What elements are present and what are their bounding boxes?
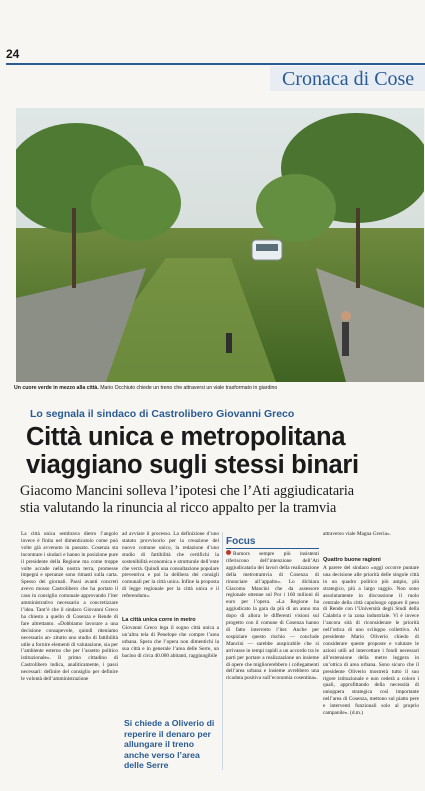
column-2b-text: Giovanni Greco lega il sogno città unica a un’altra tela di Penelope che compre l’area urbana. Spera che l’opera non dimentichi la sua città e in generale l’area delle Serre, un bacino di circa 40.000 abitanti, raggiungibile <box>122 625 219 659</box>
body-column-2 <box>122 531 219 600</box>
body-column-2b <box>122 617 219 660</box>
column-4-text: A parere del sindaco «oggi occorre puntare una decisione alle priorità delle singole città in un quadro politico più ampio, più strategico, più a largo raggio. Non sono assolutamente in discussione il ruolo centrale della città capoluogo oppure il peso di Rende con l’Università degli Studi della Calabria e la zona industriale. Vi è invece l’ancora sità di riconsiderare le priorità nell’ottica di uno sviluppo collettivo. Al presidente Mario Oliverio chiedo di considerare queste proposte e valutare le azioni utili ad intercettare i fondi necessari all’estensione della metro leggera in un’ottica di area urbana. Sono sicuro che il presidente Oliverio mostrerà tutto il suo rigore istituzionale e non cederà a coloro i quali, approfittando della necessità di unioppera strategica così importante nell’area di Cosenza, mettono sul piatto pere e interventi funzionali solo al proprio campanile». (d.m.) <box>323 565 419 717</box>
caption-rest: Mario Occhiuto chiede un treno che attraversi un viale trasformato in giardino <box>98 385 278 391</box>
column-4-top-text: attraverso viale Magna Grecia». <box>323 531 391 537</box>
focus-column <box>226 550 319 682</box>
pull-quote: Si chiede a Oliverio di reperire il denaro per allungare il treno anche verso l’area delle Serre <box>124 718 215 770</box>
body-column-4-top <box>323 531 419 538</box>
subhead <box>20 483 420 517</box>
photo-caption <box>14 385 414 392</box>
headline-line-2: viaggiano sugli stessi binari <box>26 451 359 479</box>
caption-bold: Un cuore verde in mezzo alla città. <box>14 385 99 391</box>
column-4-subtitle: Quattro buone ragioni <box>323 557 381 563</box>
headline-line-1: Città unica e metropolitana <box>26 423 346 451</box>
page-number: 24 <box>6 47 20 61</box>
rendering-illustration <box>16 108 424 382</box>
article-photo <box>16 108 424 382</box>
body-column-4 <box>323 557 419 717</box>
column-1-text: La città unica sembrava dietro l’angolo invece è finita nel dimenticatoio come può volte già avvenuto in passato. Cosenza sta incontrare i sindaci e hanno in posizione pure il presidente della Regione ma come troppe volte accade nella nostra terra, promesse impegni e speranze sono rimasti sulla carta. Spesso dei giornali. Passi avanti concreti avevo mosso Castrolibero che ha portato il caso in consiglio comunale approvando l’iter amministrativo necessario a concretizzare l’idea. Tant’è che il sindaco Giovanni Greco ha chiesto a quello di Cosenza e Rende di fare altrettanto. «Dobbiamo lavorare a una decisione consapevole, quindi riteniamo necessario an- zitutto uno studio di fattibilità utile a fornire elementi di valutazione, sia per l’ambiente esterno che per l’assetto politico istituzionale». Il primo cittadino di Castrolibero indica, analiticamente, i passi necessari: definire del consiglio per definire le volontà dell’amministrazione <box>21 531 118 683</box>
headline <box>26 423 421 479</box>
kicker: Lo segnala il sindaco di Castrolibero Giovanni Greco <box>30 408 295 420</box>
body-column-1 <box>21 531 118 683</box>
section-title: Cronaca di Cose <box>282 68 415 90</box>
bullet-icon <box>226 550 231 555</box>
focus-title: Focus <box>226 536 256 547</box>
focus-text: Rumors sempre più insistenti riferiscono dell’intenzione dell’Ati aggiudicataria dei lavori della realizzazione della metrotramvia di Cosenza di rinunciare all’appalto». Lo dichiara Giacomo Mancini che da assessore regionale ottenne sul Por i 160 milioni di euro per l’opera. «La Regione ha aggiudicato la gara da più di un anno ma dopo di allora le differenti visioni sul progetto con il comune di Cosenza hanno di fatto interrotto l’iter. Anche per sospiziare questo rischio — conclude Mancini — sarebbe auspicabile che si arrivasse in tempi rapidi a un accordo tra le parti per portare a realizzazione un insieme di opere che migliorerebbero i collegamenti dell’area urbana e insieme avrebbero una ricaduta positiva sull’economia cosentina». <box>226 551 319 682</box>
subhead-line-2: stia valutando la rinuncia al ricco appalto per la tramvia <box>20 500 337 516</box>
column-2-text: ad avviare il processo. La definizione d’uno statuto provvisorio per la creazione del nuovo comune unico, la redazione d’uno studio di fattibilità che certifichi la sostenibilità economica e strutturale dell’ente che verrà. Quindi una consultazione popolare preventiva e poi la delibera dei consigli comunali per la città unica. Infine la proposta di legge regionale per la città unica e il referendum». <box>122 531 219 600</box>
subhead-line-1: Giacomo Mancini solleva l’ipotesi che l’Ati aggiudicataria <box>20 483 355 499</box>
top-rule <box>6 63 425 65</box>
focus-rule <box>226 548 319 549</box>
column-2-subtitle: La città unica corre in metro <box>122 617 196 623</box>
